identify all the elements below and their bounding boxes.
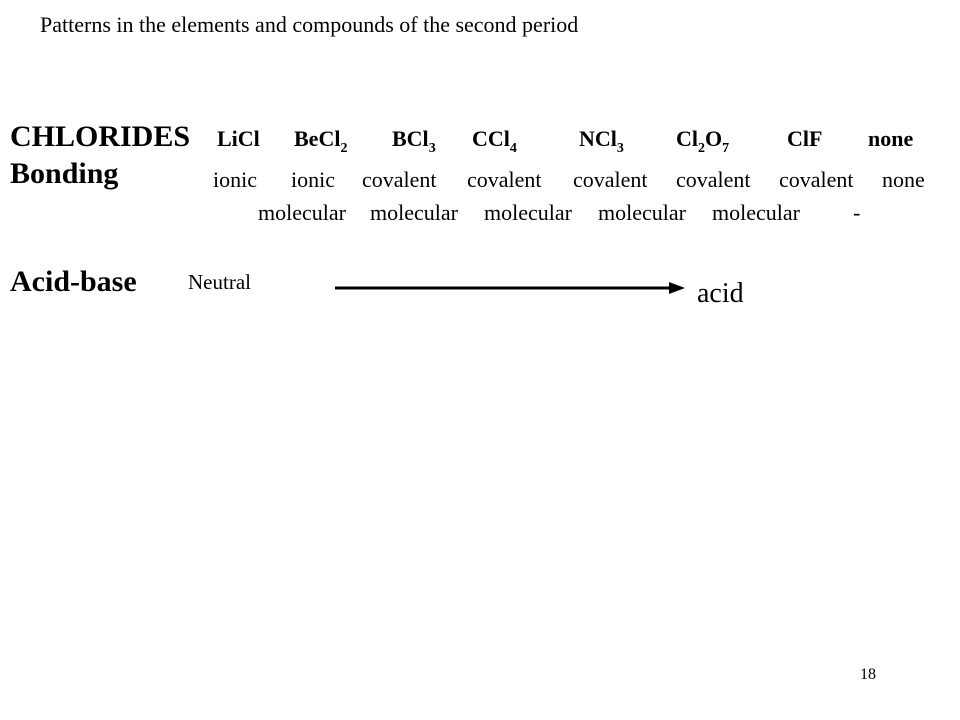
bonding-value: covalent (676, 167, 751, 192)
chloride-formula: CCl$_4$ (472, 126, 517, 156)
bonding-value: covalent (573, 167, 648, 192)
chloride-formula: NCl$_3$ (579, 126, 624, 156)
structure-value: molecular (712, 200, 800, 225)
bonding-value: ionic (291, 167, 335, 192)
chloride-formula: LiCl (217, 126, 260, 151)
structure-value: molecular (598, 200, 686, 225)
chlorides-label: CHLORIDES (10, 120, 191, 153)
bonding-label: Bonding (10, 157, 119, 190)
trend-arrow (335, 279, 685, 297)
slide-title: Patterns in the elements and compounds of the second period (40, 12, 579, 37)
structure-value: molecular (484, 200, 572, 225)
formula-subscript: 3 (428, 141, 436, 156)
structure-value: - (853, 200, 861, 225)
structure-value: molecular (370, 200, 458, 225)
acid-base-label: Acid-base (10, 265, 137, 298)
formula-subscript: 3 (616, 141, 624, 156)
chloride-formula: ClF (787, 126, 823, 151)
bonding-value: covalent (362, 167, 437, 192)
formula-subscript: 7 (722, 141, 730, 156)
formula-subscript: 2 (698, 141, 705, 156)
chloride-formula: BeCl$_2$ (294, 126, 348, 156)
chloride-formula: $Cl_2O_7$ (676, 126, 730, 156)
chloride-formula: BCl$_3$ (392, 126, 436, 156)
neutral-label: Neutral (188, 270, 251, 294)
chloride-formula: none (868, 126, 914, 151)
acid-label: acid (697, 278, 744, 309)
bonding-value: covalent (779, 167, 854, 192)
formula-subscript: 4 (509, 141, 517, 156)
page-number: 18 (860, 666, 876, 683)
bonding-value: ionic (213, 167, 257, 192)
bonding-value: none (882, 167, 925, 192)
bonding-value: covalent (467, 167, 542, 192)
formula-subscript: 2 (340, 141, 348, 156)
structure-value: molecular (258, 200, 346, 225)
